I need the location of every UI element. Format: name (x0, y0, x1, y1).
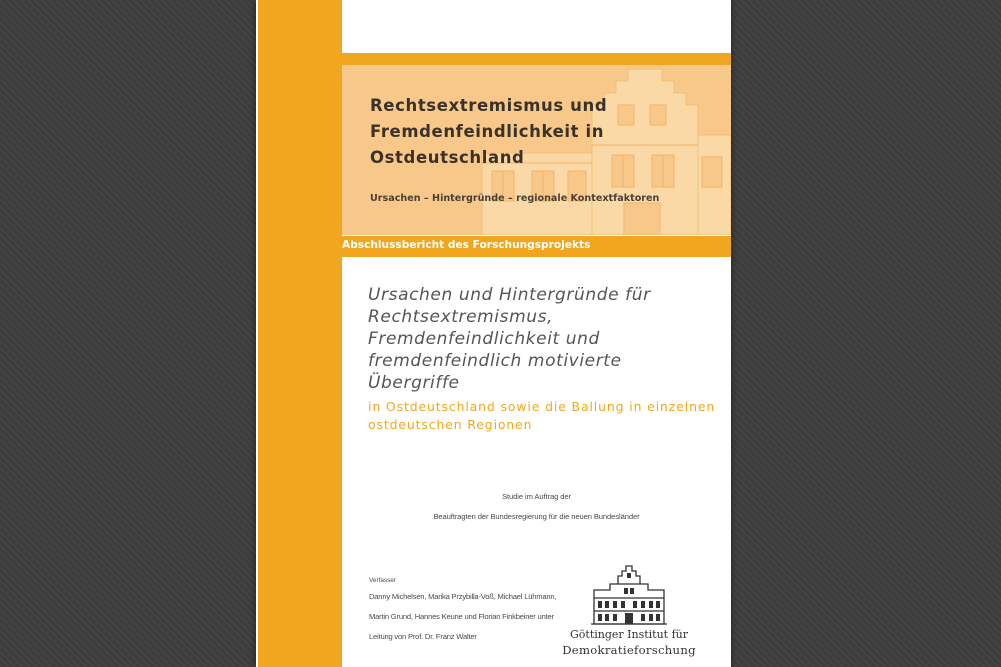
cover-headline: Ursachen und Hintergründe für Rechtsextremismus, Fremdenfeindlichkeit und fremdenfeindlich motivierte Übergriffe (368, 285, 651, 393)
cover-sub-headline: in Ostdeutschland sowie die Ballung in einzelnen ostdeutschen Regionen (368, 399, 716, 432)
building-icon (590, 564, 668, 626)
authors-block (369, 575, 569, 647)
institute-logo (554, 564, 704, 664)
report-title: Rechtsextremismus und Fremdenfeindlichkeit in Ostdeutschland (370, 96, 608, 167)
left-orange-band (258, 0, 342, 667)
top-white-area (342, 0, 729, 53)
authors-label: Verfasser (369, 577, 396, 584)
commission-note (342, 487, 731, 527)
institute-name-line1: Göttinger Institut für (569, 628, 688, 641)
institute-name-line2: Demokratieforschung (562, 643, 696, 657)
top-orange-strip (342, 53, 731, 65)
title-panel (342, 65, 731, 235)
report-type-band (336, 236, 731, 257)
commission-line: Beauftragten der Bundesregierung für die neuen Bundesländer (433, 512, 640, 521)
commission-line: Studie im Auftrag der (502, 492, 571, 501)
document-page (256, 0, 731, 667)
report-subtitle: Ursachen – Hintergründe – regionale Kontextfaktoren (370, 193, 660, 204)
authors-list: Danny Michelsen, Marika Przybilla-Voß, Michael Lühmann, Martin Grund, Hannes Keune und Florian Finkbeiner unter Leitung von Prof. Dr. Franz Walter (369, 592, 557, 641)
report-type-label: Abschlussbericht des Forschungsprojekts (342, 239, 591, 251)
